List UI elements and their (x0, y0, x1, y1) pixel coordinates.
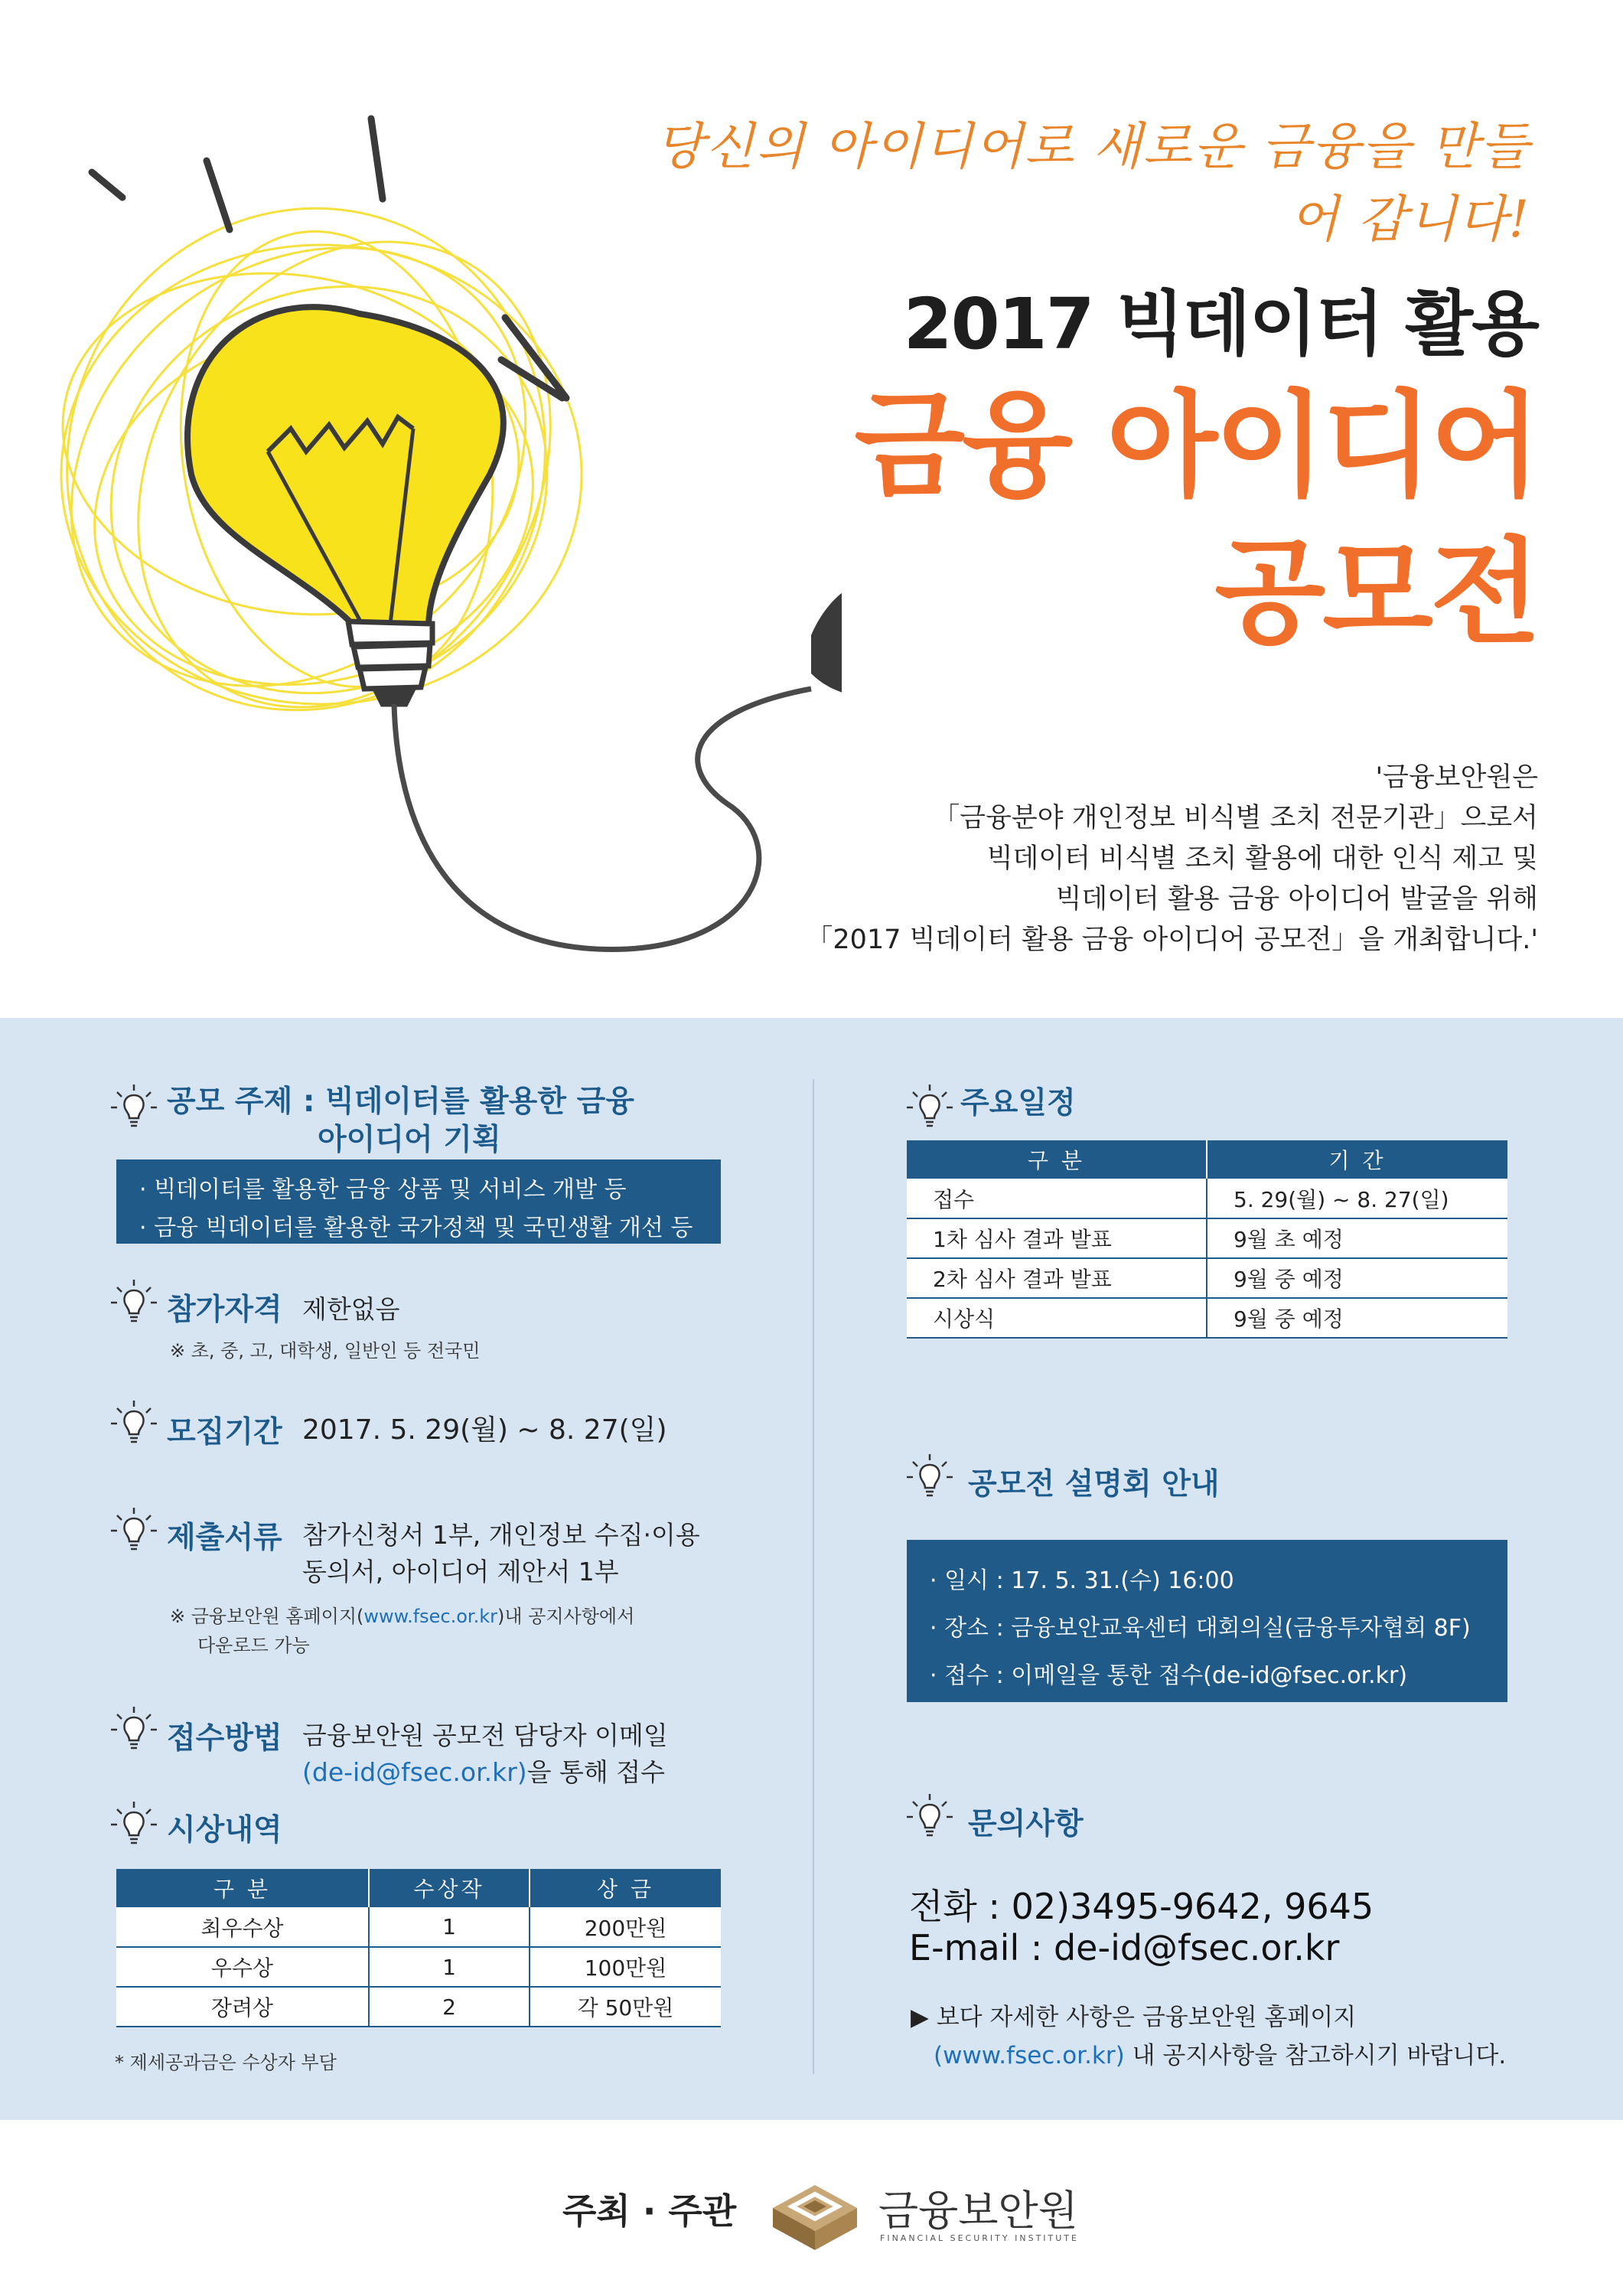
period-heading: 모집기간 (167, 1415, 282, 1450)
bulb-icon (109, 1278, 158, 1327)
column-header: 구 분 (116, 1869, 369, 1907)
column-header: 수상작 (369, 1869, 530, 1907)
host-label: 주최 · 주관 (562, 2190, 737, 2232)
table-cell: 2차 심사 결과 발표 (907, 1258, 1207, 1298)
table-row (116, 1987, 721, 2027)
bulb-icon (905, 1792, 954, 1841)
bulb-glass (187, 307, 504, 658)
table-cell: 2 (369, 1987, 530, 2027)
table-row (907, 1218, 1507, 1258)
slogan: 당신의 아이디어로 새로운 금융을 만들어 갑니다! (654, 117, 1530, 249)
column-header: 구 분 (907, 1140, 1207, 1179)
table-cell: 9월 중 예정 (1207, 1298, 1507, 1338)
footer (0, 2120, 1623, 2296)
eligibility-note: ※ 초, 중, 고, 대학생, 일반인 등 전국민 (170, 1340, 481, 1362)
bulb-icon (109, 1399, 158, 1448)
table-cell: 1차 심사 결과 발표 (907, 1218, 1207, 1258)
eligibility-value: 제한없음 (302, 1294, 400, 1324)
briefing-item: · 일시 : 17. 5. 31.(수) 16:00 (930, 1567, 1234, 1594)
table-cell: 5. 29(월) ~ 8. 27(일) (1207, 1179, 1507, 1218)
table-cell: 최우수상 (116, 1907, 369, 1947)
documents-note-line2: 다운로드 가능 (197, 1635, 310, 1656)
column-header: 상 금 (530, 1869, 721, 1907)
awards-table (116, 1869, 721, 2027)
table-cell: 장려상 (116, 1987, 369, 2027)
table-row (907, 1258, 1507, 1298)
briefing-item: · 장소 : 금융보안교육센터 대회의실(금융투자협회 8F) (930, 1615, 1471, 1642)
column-divider (813, 1079, 814, 2074)
table-row (907, 1298, 1507, 1338)
intro-line: 「금융분야 개인정보 비식별 조치 전문기관」으로서 (933, 803, 1538, 833)
table-cell: 9월 초 예정 (1207, 1218, 1507, 1258)
table-cell: 우수상 (116, 1947, 369, 1987)
table-cell: 100만원 (530, 1947, 721, 1987)
title-sub: 공모전 (1214, 527, 1538, 660)
awards-note: * 제세공과금은 수상자 부담 (115, 2052, 337, 2073)
table-cell: 각 50만원 (530, 1987, 721, 2027)
submission-line1: 금융보안원 공모전 담당자 이메일 (302, 1720, 668, 1750)
power-cord (394, 689, 811, 949)
bulb-icon (905, 1083, 954, 1132)
topic-item: · 빅데이터를 활용한 금융 상품 및 서비스 개발 등 (139, 1176, 627, 1203)
note-prefix: ※ 금융보안원 홈페이지( (170, 1606, 364, 1627)
submission-line2 (302, 1753, 665, 1789)
topic-item: · 금융 빅데이터를 활용한 국가정책 및 국민생활 개선 등 (139, 1215, 693, 1241)
table-row (116, 1907, 721, 1947)
phone-number: 전화 : 02)3495-9642, 9645 (909, 1886, 1374, 1927)
schedule-heading: 주요일정 (960, 1086, 1076, 1120)
homepage-link[interactable]: www.fsec.or.kr (363, 1606, 497, 1627)
title-year: 2017 빅데이터 활용 (903, 283, 1538, 365)
inquiry-heading: 문의사항 (968, 1807, 1084, 1841)
table-cell: 9월 중 예정 (1207, 1258, 1507, 1298)
org-subtitle: FINANCIAL SECURITY INSTITUTE (880, 2233, 1079, 2243)
table-row (907, 1179, 1507, 1218)
table-cell: 1 (369, 1907, 530, 1947)
table-cell: 200만원 (530, 1907, 721, 1947)
column-header: 기 간 (1207, 1140, 1507, 1179)
table-cell: 시상식 (907, 1298, 1207, 1338)
submission-suffix: 을 통해 접수 (526, 1757, 666, 1787)
documents-line1: 참가신청서 1부, 개인정보 수집·이용 (302, 1520, 700, 1550)
details-panel (0, 1018, 1623, 2120)
intro-text (765, 758, 1538, 960)
note-suffix: 내 공지사항을 참고하시기 바랍니다. (1124, 2042, 1507, 2069)
bulb-icon (109, 1800, 158, 1849)
briefing-item: · 접수 : 이메일을 통한 접수(de-id@fsec.or.kr) (930, 1662, 1408, 1689)
briefing-heading: 공모전 설명회 안내 (968, 1467, 1220, 1502)
fsi-logo-icon (765, 2162, 865, 2254)
bulb-icon (905, 1453, 954, 1502)
bulb-icon (109, 1506, 158, 1555)
intro-line: 「2017 빅데이터 활용 금융 아이디어 공모전」을 개최합니다.' (806, 925, 1538, 955)
briefing-box (907, 1540, 1507, 1702)
schedule-table (907, 1140, 1507, 1339)
intro-line: 빅데이터 비식별 조치 활용에 대한 인식 제고 및 (986, 843, 1538, 874)
org-name: 금융보안원 (878, 2187, 1078, 2235)
contact-email: E-mail : de-id@fsec.or.kr (909, 1927, 1340, 1968)
hero-section (0, 0, 1623, 1018)
note-suffix: )내 공지사항에서 (497, 1606, 635, 1627)
intro-line: 빅데이터 활용 금융 아이디어 발굴을 위해 (1055, 884, 1538, 915)
documents-heading: 제출서류 (167, 1521, 282, 1555)
inquiry-note-line1: ▶ 보다 자세한 사항은 금융보안원 홈페이지 (911, 2004, 1357, 2031)
bulb-icon (109, 1083, 158, 1132)
topic-heading-cont: 아이디어 기획 (318, 1123, 501, 1157)
bulb-base (348, 621, 432, 704)
topic-box (116, 1159, 721, 1244)
topic-heading: 공모 주제 : 빅데이터를 활용한 금융 (167, 1084, 634, 1119)
intro-line: '금융보안원은 (1375, 762, 1538, 793)
period-value: 2017. 5. 29(월) ~ 8. 27(일) (302, 1414, 667, 1446)
table-header-row (116, 1869, 721, 1907)
awards-heading: 시상내역 (167, 1813, 282, 1848)
table-cell: 1 (369, 1947, 530, 1987)
eligibility-heading: 참가자격 (167, 1293, 282, 1327)
title-main: 금융 아이디어 (854, 380, 1538, 513)
table-cell: 접수 (907, 1179, 1207, 1218)
inquiry-note-line2 (934, 2036, 1506, 2070)
documents-note (170, 1601, 634, 1628)
table-header-row (907, 1140, 1507, 1179)
submission-heading: 접수방법 (167, 1721, 282, 1756)
documents-line2: 동의서, 아이디어 제안서 1부 (302, 1557, 619, 1587)
bulb-icon (109, 1705, 158, 1754)
table-row (116, 1947, 721, 1987)
homepage-link[interactable]: (www.fsec.or.kr) (934, 2042, 1125, 2069)
email-link[interactable]: (de-id@fsec.or.kr) (302, 1757, 527, 1787)
